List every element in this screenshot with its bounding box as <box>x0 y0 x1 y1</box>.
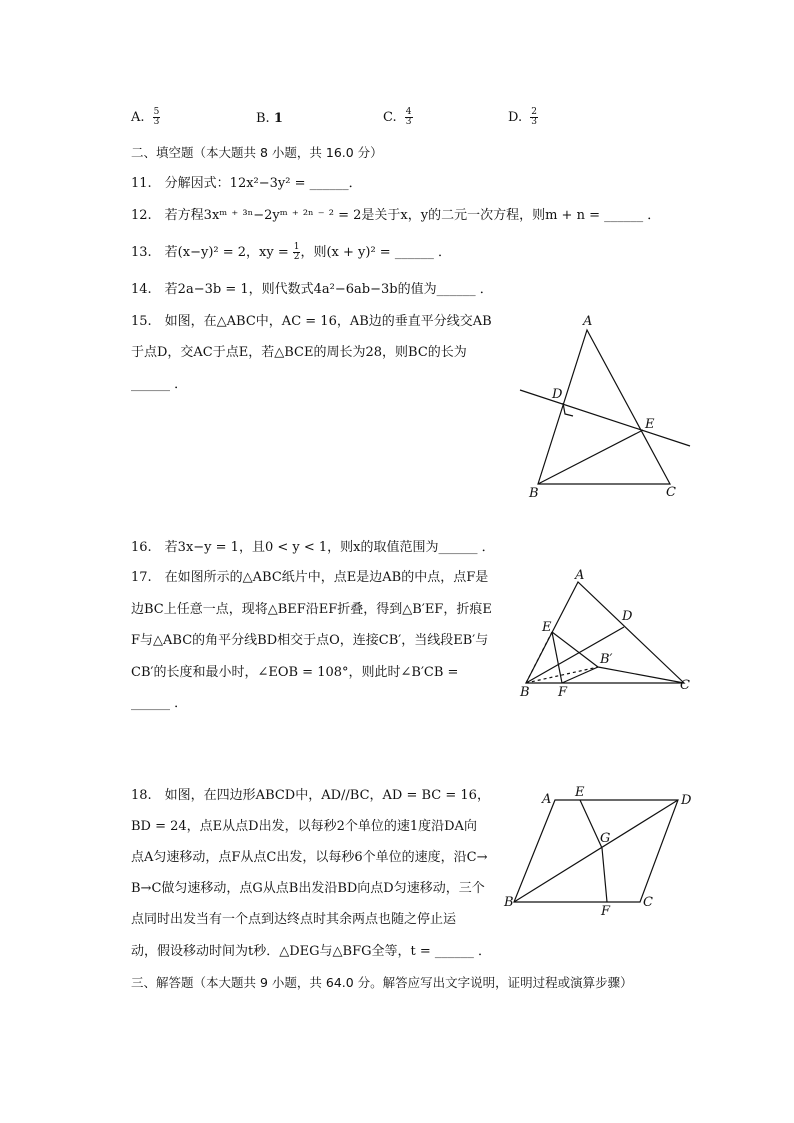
fig17-label-b-prime: B′ <box>600 652 613 667</box>
fig15-label-e: E <box>645 417 655 432</box>
question-17-line-3: F与△ABC的角平分线BD相交于点O，连接CB′，当线段EB′与 <box>131 633 489 648</box>
question-17-line-2: 边BC上任意一点，现将△BEF沿EF折叠，得到△B′EF，折痕E <box>131 602 492 617</box>
choice-d-num: 2 <box>531 107 537 117</box>
fig18-diagonal-bd <box>514 800 678 902</box>
question-18-line-1: 18. 如图，在四边形ABCD中，AD//BC，AD = BC = 16， <box>131 788 490 803</box>
fig17-label-a: A <box>575 568 585 583</box>
question-15-line-1: 15. 如图，在△ABC中，AC = 16，AB边的垂直平分线交AB <box>131 314 492 329</box>
fig15-bisector-line <box>520 390 690 446</box>
figure-18-quadrilateral <box>500 780 700 920</box>
fig17-label-c: C <box>680 678 690 693</box>
fig18-label-a: A <box>542 792 552 807</box>
choice-c-fraction <box>405 108 413 127</box>
fig18-label-g: G <box>600 831 611 846</box>
fig15-label-a: A <box>583 314 593 329</box>
fig17-crease-ef <box>552 632 562 683</box>
figure-17-fold <box>512 565 697 705</box>
choice-a-label: A. <box>131 110 145 125</box>
fig15-triangle-abc <box>538 330 670 484</box>
choice-b <box>256 110 283 128</box>
question-18-line-5: 点同时出发当有一个点到达终点时其余两点也随之停止运 <box>131 912 457 927</box>
question-12: 12. 若方程3xᵐ ⁺ ³ⁿ−2yᵐ ⁺ ²ⁿ ⁻ ² = 2是关于x，y的二元一次方程，则m + n = ______ ． <box>131 208 661 223</box>
question-13-num: 1 <box>293 242 300 252</box>
question-18-line-4: B→C做匀速移动，点G从点B出发沿BD向点D匀速移动，三个 <box>131 881 485 896</box>
fig17-segment-fb-prime <box>562 667 598 683</box>
choice-c <box>383 108 413 127</box>
fig17-label-f: F <box>558 685 568 700</box>
choice-a-num: 5 <box>153 107 160 117</box>
choice-c-den: 3 <box>405 117 412 127</box>
question-13-pre: 13. 若(x−y)² = 2，xy = <box>131 245 289 260</box>
question-15-line-3: ______ ． <box>131 377 188 392</box>
question-13-post: ，则(x + y)² = ______ ． <box>300 245 451 260</box>
fig18-segment-eg <box>580 800 602 848</box>
fig17-label-b: B <box>520 685 530 700</box>
question-11: 11. 分解因式：12x²−3y² = ______． <box>131 176 362 191</box>
choice-d-label: D. <box>508 110 523 125</box>
choice-c-label: C. <box>383 110 397 125</box>
choice-b-label: B. <box>256 111 270 126</box>
fig17-label-e: E <box>542 620 552 635</box>
fig18-label-c: C <box>643 895 653 910</box>
fig17-segment-cb-prime <box>598 667 684 683</box>
choice-a-fraction <box>153 108 161 127</box>
question-13 <box>131 243 451 262</box>
fig17-label-d: D <box>622 609 633 624</box>
fig18-label-b: B <box>504 895 514 910</box>
choice-d-den: 3 <box>531 117 537 127</box>
question-16: 16. 若3x−y = 1，且0 < y < 1，则x的取值范围为______ ． <box>131 540 495 555</box>
question-13-den: 2 <box>293 252 300 262</box>
question-18-line-3: 点A匀速移动，点F从点C出发，以每秒6个单位的速度，沿C→ <box>131 850 488 865</box>
question-17-line-4: CB′的长度和最小时，∠EOB = 108°，则此时∠B′CB = <box>131 665 459 680</box>
question-14: 14. 若2a−3b = 1，则代数式4a²−6ab−3b的值为______ ． <box>131 282 493 297</box>
question-15-line-2: 于点D，交AC于点E，若△BCE的周长为28，则BC的长为 <box>131 345 467 360</box>
question-18-line-2: BD = 24，点E从点D出发，以每秒2个单位的速1度沿DA向 <box>131 819 477 834</box>
fig18-label-f: F <box>601 904 611 919</box>
choice-a-den: 3 <box>153 117 160 127</box>
question-17-line-5: ______ ． <box>131 696 188 711</box>
fig15-label-b: B <box>529 486 539 500</box>
choice-b-value: 1 <box>273 111 283 126</box>
choice-a <box>131 108 160 127</box>
fig15-label-c: C <box>666 485 676 500</box>
section-3-title: 三、解答题（本大题共 9 小题，共 64.0 分。解答应写出文字说明，证明过程或演算步骤） <box>131 975 633 990</box>
choice-d <box>508 108 538 127</box>
question-17-line-1: 17. 在如图所示的△ABC纸片中，点E是边AB的中点，点F是 <box>131 570 489 585</box>
choice-d-fraction <box>530 108 538 127</box>
fig15-label-d: D <box>552 387 563 402</box>
figure-15-triangle <box>515 310 695 500</box>
fig18-label-d: D <box>681 793 692 808</box>
section-2-title: 二、填空题（本大题共 8 小题，共 16.0 分） <box>131 145 383 160</box>
choice-c-num: 4 <box>405 107 412 117</box>
fig18-label-e: E <box>575 785 585 800</box>
fig18-segment-gf <box>602 848 607 902</box>
fig17-segment-eb-prime <box>552 632 598 667</box>
question-18-line-6: 动，假设移动时间为t秒．△DEG与△BFG全等，t = ______ ． <box>131 944 491 959</box>
fig15-segment-be <box>538 430 643 484</box>
